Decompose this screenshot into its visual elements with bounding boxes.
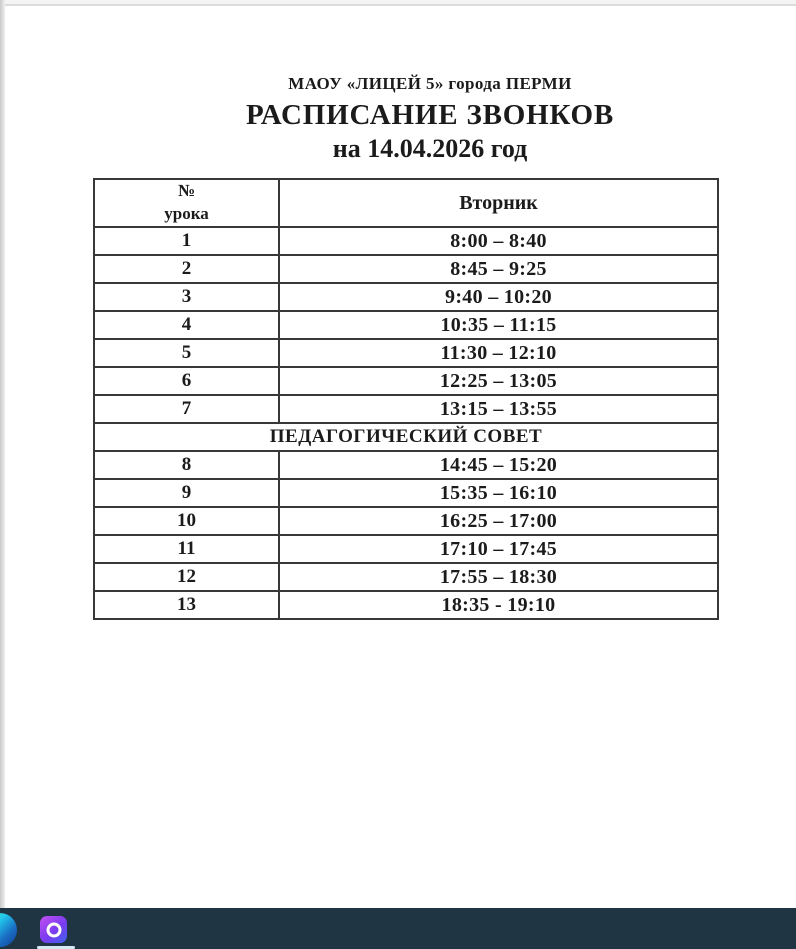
table-row bbox=[94, 563, 718, 591]
table-row bbox=[94, 591, 718, 619]
lesson-number-cell: 7 bbox=[94, 395, 279, 423]
lesson-time-cell: 15:35 – 16:10 bbox=[279, 479, 718, 507]
table-row bbox=[94, 507, 718, 535]
table-row bbox=[94, 535, 718, 563]
table-row bbox=[94, 479, 718, 507]
lesson-time-cell: 13:15 – 13:55 bbox=[279, 395, 718, 423]
lesson-time-cell: 16:25 – 17:00 bbox=[279, 507, 718, 535]
lesson-number-cell: 1 bbox=[94, 227, 279, 255]
page-left-edge bbox=[0, 0, 5, 908]
lesson-number-cell: 11 bbox=[94, 535, 279, 563]
purple-chat-app-icon[interactable] bbox=[40, 916, 67, 943]
table-row bbox=[94, 451, 718, 479]
lesson-time-cell: 18:35 - 19:10 bbox=[279, 591, 718, 619]
taskbar bbox=[0, 908, 796, 949]
lesson-number-cell: 6 bbox=[94, 367, 279, 395]
window-top-edge bbox=[0, 0, 796, 6]
lesson-number-cell: 3 bbox=[94, 283, 279, 311]
document-header bbox=[120, 74, 740, 164]
schedule-table-body bbox=[94, 179, 718, 619]
table-row bbox=[94, 367, 718, 395]
lesson-time-cell: 12:25 – 13:05 bbox=[279, 367, 718, 395]
lesson-number-cell: 5 bbox=[94, 339, 279, 367]
pedagogical-council-cell: ПЕДАГОГИЧЕСКИЙ СОВЕТ bbox=[94, 423, 718, 451]
lesson-number-header-cell bbox=[94, 179, 279, 227]
table-header-row bbox=[94, 179, 718, 227]
page-subtitle: на 14.04.2026 год bbox=[332, 134, 528, 163]
lesson-time-cell: 10:35 – 11:15 bbox=[279, 311, 718, 339]
lesson-time-cell: 8:00 – 8:40 bbox=[279, 227, 718, 255]
app-icon-ring bbox=[46, 922, 61, 937]
page-title: РАСПИСАНИЕ ЗВОНКОВ bbox=[245, 99, 615, 131]
table-row bbox=[94, 423, 718, 451]
lesson-time-cell: 14:45 – 15:20 bbox=[279, 451, 718, 479]
lesson-number-cell: 12 bbox=[94, 563, 279, 591]
table-row bbox=[94, 395, 718, 423]
school-name: МАОУ «ЛИЦЕЙ 5» города ПЕРМИ bbox=[288, 74, 572, 93]
lesson-number-cell: 8 bbox=[94, 451, 279, 479]
bell-schedule-table bbox=[93, 178, 719, 620]
lesson-time-cell: 17:55 – 18:30 bbox=[279, 563, 718, 591]
lesson-number-header-line1: № bbox=[177, 181, 196, 201]
lesson-time-cell: 11:30 – 12:10 bbox=[279, 339, 718, 367]
lesson-number-cell: 9 bbox=[94, 479, 279, 507]
lesson-number-cell: 10 bbox=[94, 507, 279, 535]
lesson-time-cell: 9:40 – 10:20 bbox=[279, 283, 718, 311]
table-row bbox=[94, 311, 718, 339]
lesson-number-cell: 13 bbox=[94, 591, 279, 619]
day-header-cell: Вторник bbox=[279, 179, 718, 227]
lesson-time-cell: 17:10 – 17:45 bbox=[279, 535, 718, 563]
edge-browser-icon[interactable] bbox=[0, 913, 17, 947]
lesson-number-cell: 4 bbox=[94, 311, 279, 339]
lesson-number-cell: 2 bbox=[94, 255, 279, 283]
table-row bbox=[94, 227, 718, 255]
lesson-number-header-line2: урока bbox=[164, 204, 209, 223]
lesson-time-cell: 8:45 – 9:25 bbox=[279, 255, 718, 283]
table-row bbox=[94, 255, 718, 283]
table-row bbox=[94, 283, 718, 311]
table-row bbox=[94, 339, 718, 367]
